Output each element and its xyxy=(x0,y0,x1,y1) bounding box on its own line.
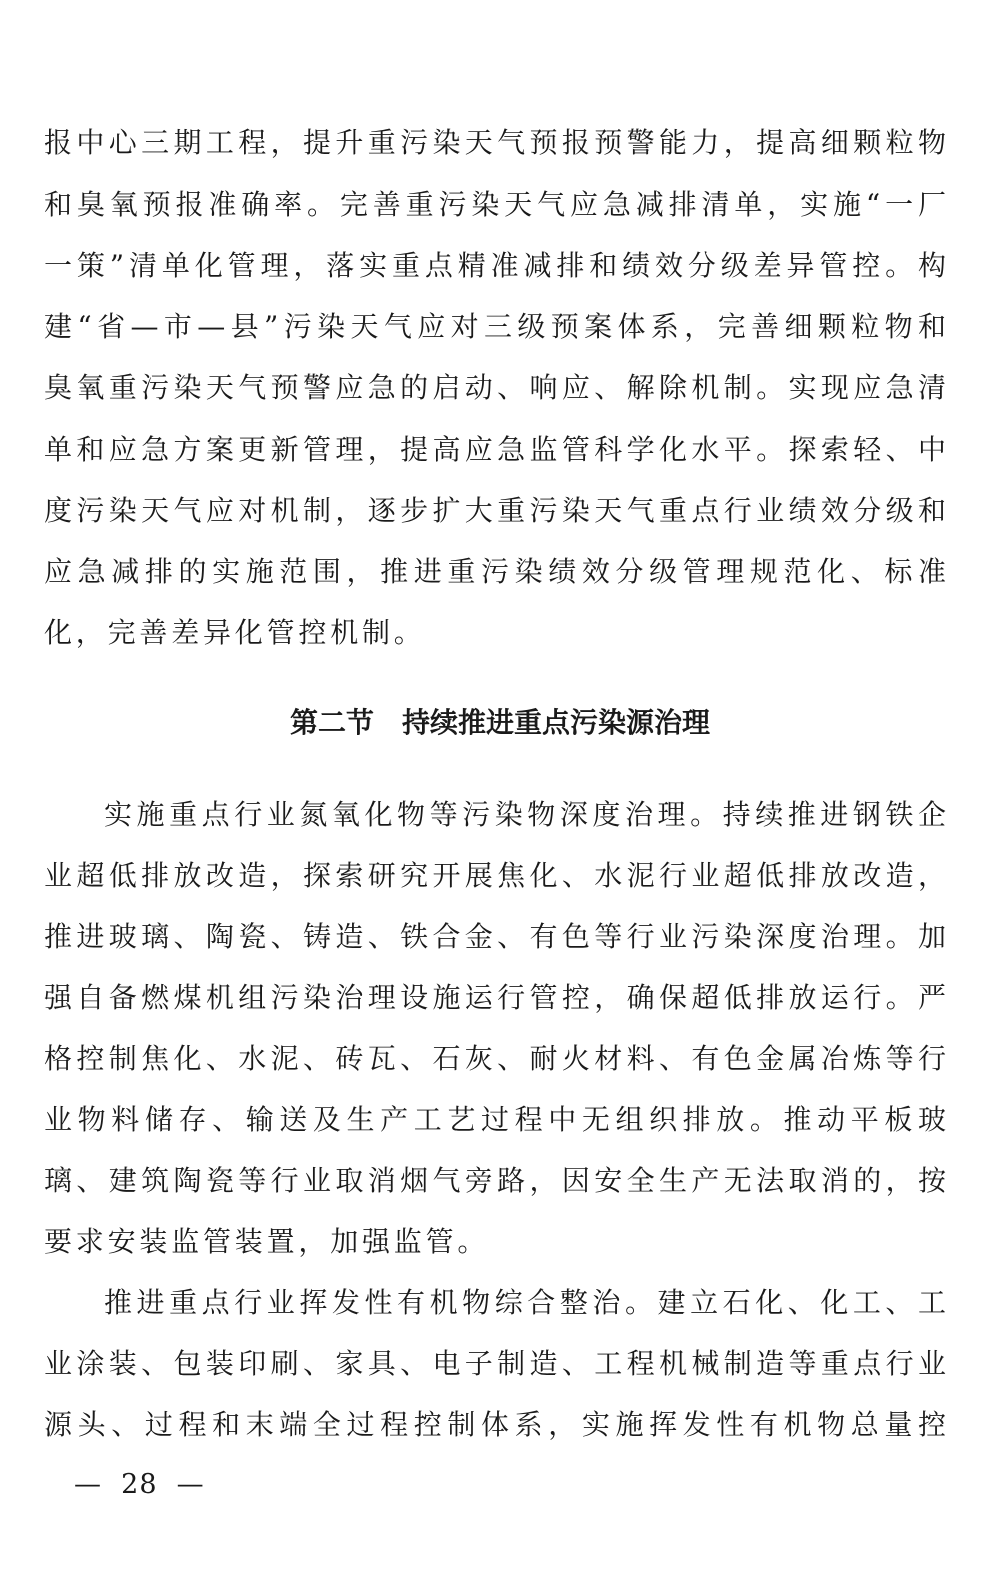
paragraph-line: 和臭氧预报准确率。完善重污染天气应急减排清单，实施“一厂 xyxy=(44,188,946,221)
paragraph-line: 单和应急方案更新管理，提高应急监管科学化水平。探索轻、中 xyxy=(44,433,946,466)
paragraph-line: 业涂装、包装印刷、家具、电子制造、工程机械制造等重点行业 xyxy=(44,1347,946,1380)
paragraph-line: 化，完善差异化管控机制。 xyxy=(44,616,426,649)
paragraph-line: 业超低排放改造，探索研究开展焦化、水泥行业超低排放改造， xyxy=(44,859,946,892)
section-heading: 第二节 持续推进重点污染源治理 xyxy=(289,706,710,739)
paragraph-line: 应急减排的实施范围，推进重污染绩效分级管理规范化、标准 xyxy=(44,555,946,588)
paragraph-line: 强自备燃煤机组污染治理设施运行管控，确保超低排放运行。严 xyxy=(44,981,946,1014)
paragraph-line: 推进玻璃、陶瓷、铸造、铁合金、有色等行业污染深度治理。加 xyxy=(44,920,946,953)
paragraph-line: 实施重点行业氮氧化物等污染物深度治理。持续推进钢铁企 xyxy=(104,798,946,831)
paragraph-line: 推进重点行业挥发性有机物综合整治。建立石化、化工、工 xyxy=(104,1286,946,1319)
paragraph-line: 源头、过程和末端全过程控制体系，实施挥发性有机物总量控 xyxy=(44,1408,946,1441)
paragraph-line: 度污染天气应对机制，逐步扩大重污染天气重点行业绩效分级和 xyxy=(44,494,946,527)
paragraph-line: 报中心三期工程，提升重污染天气预报预警能力，提高细颗粒物 xyxy=(44,126,946,159)
paragraph-line: 一策”清单化管理，落实重点精准减排和绩效分级差异管控。构 xyxy=(44,249,946,282)
page-number: — 28 — xyxy=(74,1469,205,1500)
paragraph-line: 璃、建筑陶瓷等行业取消烟气旁路，因安全生产无法取消的，按 xyxy=(44,1164,946,1197)
paragraph-line: 格控制焦化、水泥、砖瓦、石灰、耐火材料、有色金属冶炼等行 xyxy=(44,1042,946,1075)
paragraph-line: 要求安装监管装置，加强监管。 xyxy=(44,1225,490,1258)
paragraph-line: 建“省—市—县”污染天气应对三级预案体系，完善细颗粒物和 xyxy=(44,310,946,343)
paragraph-line: 业物料储存、输送及生产工艺过程中无组织排放。推动平板玻 xyxy=(44,1103,946,1136)
paragraph-line: 臭氧重污染天气预警应急的启动、响应、解除机制。实现应急清 xyxy=(44,371,946,404)
